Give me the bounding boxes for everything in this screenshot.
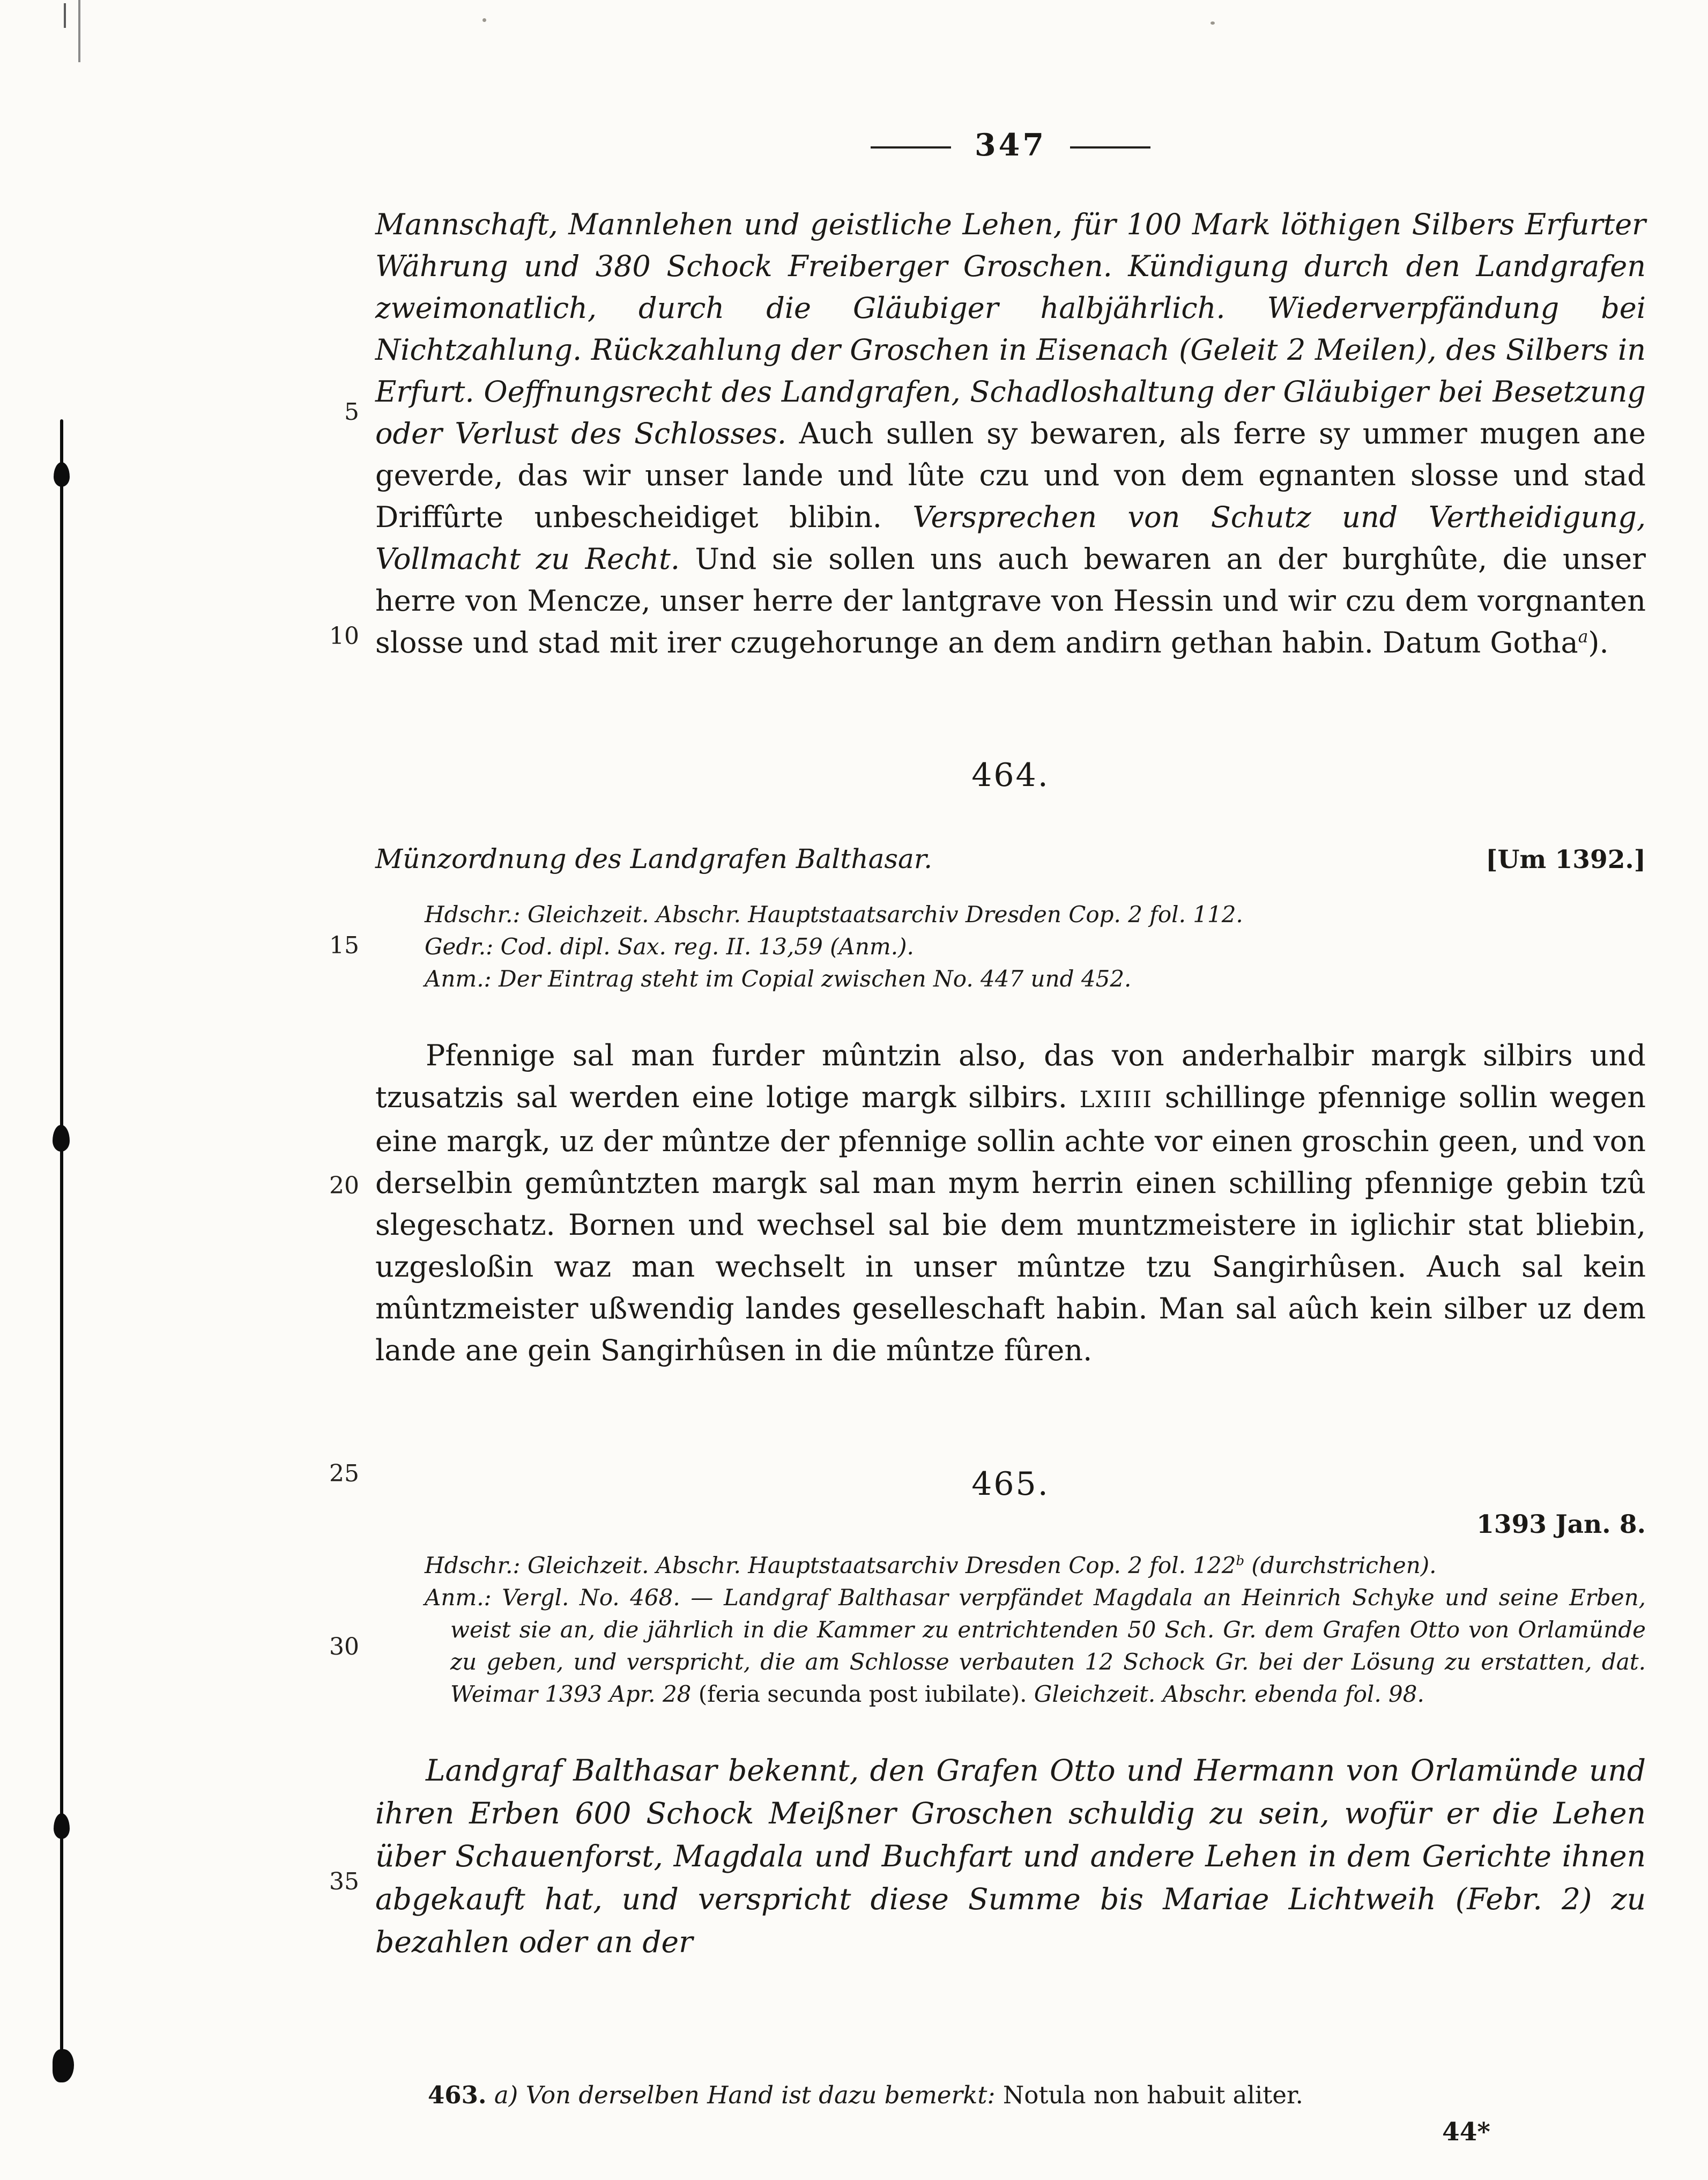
scan-artifact-corner-mark [78,0,80,62]
margin-line-number: 10 [329,622,359,650]
doc-464-title: Münzordnung des Landgrafen Balthasar. [375,843,933,874]
margin-line-number: 30 [329,1633,359,1660]
doc-464-date: [Um 1392.] [1486,845,1646,874]
doc-465-number: 465. [971,1465,1050,1503]
page-header [375,127,1646,164]
margin-line-number: 25 [329,1460,359,1487]
scan-artifact-ink-blob [54,1813,70,1839]
page-number: 347 [975,127,1046,163]
sheet-signature: 44* [1442,2117,1490,2147]
doc-464-references [425,899,1646,995]
reference-line: Hdschr.: Gleichzeit. Abschr. Hauptstaatsarchiv Dresden Cop. 2 fol. 112. [425,901,1243,928]
scan-artifact-corner-mark [64,3,66,28]
scan-artifact-ink-blob [54,462,70,487]
doc-464-caption-row [375,842,1646,876]
reference-line: Hdschr.: Gleichzeit. Abschr. Hauptstaatsarchiv Dresden Cop. 2 fol. 122$^b$ (durchstrichen). [425,1552,1437,1578]
scan-artifact-ink-blob [53,1125,70,1152]
doc-464-number: 464. [971,757,1050,794]
reference-line: Anm.: Vergl. No. 468. — Landgraf Balthasar verpfändet Magdala an Heinrich Schyke und seine Erben, weist sie an, die jährlich in die Kammer zu entrichtenden 50 Sch. Gr. dem Grafen Otto von Orlamünde zu geben, und verspricht, die am Schlosse verbauten 12 Schock Gr. bei der Lösung zu erstatten, dat. Weimar 1393 Apr. 28 (feria secunda post iubilate). Gleichzeit. Abschr. ebenda fol. 98. [425,1584,1646,1707]
header-rule-right [1070,146,1150,149]
footnote: 463. a) Von derselben Hand ist dazu bemerkt: Notula non habuit aliter. [428,2081,1303,2109]
margin-line-number: 35 [329,1868,359,1895]
doc-465-body: Landgraf Balthasar bekennt, den Grafen Otto und Hermann von Orlamünde und ihren Erben 600 Schock Meißner Groschen schuldig zu sein, wofür er die Lehen über Schauenforst, Magdala und Buchfart und andere Lehen in dem Gerichte ihnen abgekauft hat, und verspricht diese Summe bis Mariae Lichtweih (Febr. 2) zu bezahlen oder an der [375,1753,1646,1959]
reference-line: Anm.: Der Eintrag steht im Copial zwischen No. 447 und 452. [425,966,1132,992]
text-column [375,0,1646,2148]
header-rule-left [871,146,951,149]
doc-465-references [425,1549,1646,1710]
margin-line-number: 20 [329,1172,359,1199]
doc-464-body: Pfennige sal man furder mûntzin also, das von anderhalbir margk silbirs und tzusatzis sal werden eine lotige margk silbirs. LXIIII schillinge pfennige sollin wegen eine margk, uz der mûntze der pfennige sollin achte vor einen groschin geen, und von derselbin gemûntzten margk sal man mym herrin einen schilling pfennige gebin tzû slegeschatz. Bornen und wechsel sal bie dem muntzmeistere in iglichir stat bliebin, uzgesloßin waz man wechselt in unser mûntze tzu Sangirhûsen. Auch sal kein mûntzmeister ußwendig landes geselleschaft habin. Man sal aûch kein silber uz dem lande ane gein Sangirhûsen in die mûntze fûren. [375,1039,1646,1367]
reference-line: Gedr.: Cod. dipl. Sax. reg. II. 13,59 (Anm.). [425,933,914,960]
margin-line-number: 15 [329,932,359,959]
margin-line-number: 5 [344,398,359,426]
scan-artifact-ink-blob [53,2049,74,2082]
doc-465-date: 1393 Jan. 8. [1476,1510,1646,1539]
continuation-paragraph: Mannschaft, Mannlehen und geistliche Lehen, für 100 Mark löthigen Silbers Erfurter Währung und 380 Schock Freiberger Groschen. Kündigung durch den Landgrafen zweimonatlich, durch die Gläubiger halbjährlich. Wiederverpfändung bei Nichtzahlung. Rückzahlung der Groschen in Eisenach (Geleit 2 Meilen), des Silbers in Erfurt. Oeffnungsrecht des Landgrafen, Schadloshaltung der Gläubiger bei Besetzung oder Verlust des Schlosses. Auch sullen sy bewaren, als ferre sy ummer mugen ane geverde, das wir unser lande und lûte czu und von dem egnanten slosse und stad Driffûrte unbescheidiget blibin. Versprechen von Schutz und Vertheidigung, Vollmacht zu Recht. Und sie sollen uns auch bewaren an der burghûte, die unser herre von Mencze, unser herre der lantgrave von Hessin und wir czu dem vorgnanten slosse und stad mit irer czugehorunge an dem andirn gethan habin. Datum Gotha$^a$). [375,207,1646,659]
